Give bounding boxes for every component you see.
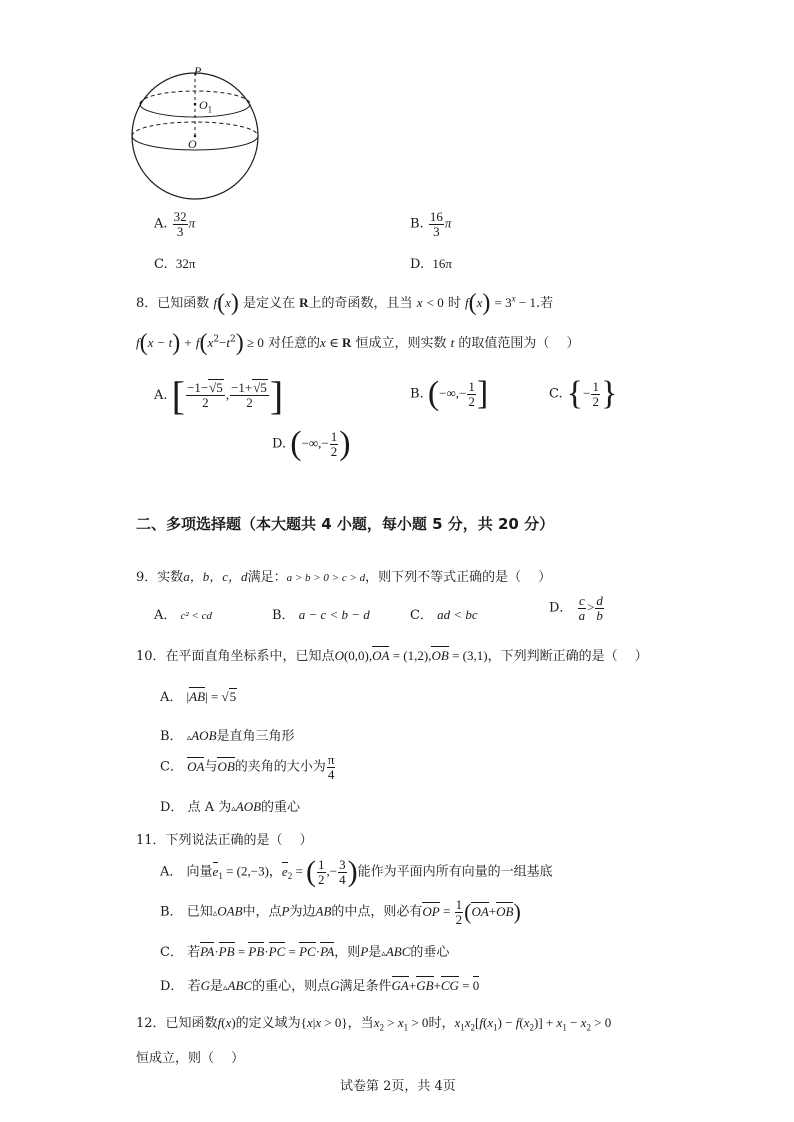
q11-option-C[interactable]: C． 若PA·PB = PB·PC = PC·PA，则P是▵ABC的垂心 (160, 944, 450, 960)
q7-B-label: B. (410, 216, 424, 232)
q8-stem-b: 是定义在 (242, 296, 295, 311)
q7-D-label: D. (410, 257, 425, 272)
q8-B-label: B. (410, 386, 424, 402)
q9-option-D[interactable]: D． $\frac{c}{a}$ > $\frac{d}{b}$ (549, 593, 603, 623)
q7-B-den: 3 (433, 223, 440, 239)
q11-A-end: 能作为平面内所有向量的一组基底 (357, 864, 553, 880)
q7-B-frac (429, 210, 444, 238)
q10-stem-end: ，下列判断正确的是（ ） (487, 649, 648, 664)
section2-title: 二、多项选择题（本大题共 4 小题，每小题 5 分，共 20 分） (136, 515, 555, 533)
q10-B-label: B． (160, 729, 183, 744)
q11-number: 11． (136, 833, 166, 848)
q10-B-text: 是直角三角形 (216, 729, 295, 744)
q8-stem-d: 时 (447, 296, 461, 311)
q10-option-A[interactable]: A． |AB| = √5 (160, 689, 237, 705)
q11-D-b: 是 (209, 979, 223, 994)
q8-C-label: C. (549, 386, 563, 402)
q9-stem (136, 566, 551, 585)
q10-option-C[interactable]: C． OA与OB的夹角的大小为 $\frac{\pi}{4}$ (160, 752, 335, 782)
q9-A-label: A． (154, 608, 177, 623)
q9-number: 9．实数 (136, 570, 184, 585)
q8-line2-t: t (450, 335, 455, 350)
q7-A-frac (173, 210, 188, 238)
q10-C-mid: 与 (204, 759, 218, 775)
q8-stem-a: 已知函数 (157, 296, 210, 311)
q8-number: 8． (136, 296, 158, 311)
q7-B-pi: π (444, 215, 452, 231)
q7-option-B[interactable] (410, 210, 451, 238)
q9-A-text: c² < cd (180, 610, 213, 622)
q7-A-den: 3 (176, 223, 184, 239)
q9-C-text: ad < bc (437, 607, 478, 622)
q8-stem-line1: 8．已知函数 f(x) 是定义在 R上的奇函数，且当 x < 0 时 $f(x) = 3^x - 1$.若 (136, 290, 554, 316)
q8-stem-R: R (299, 295, 309, 310)
q12-stem-b: 的定义域为 (235, 1016, 301, 1031)
q8-fx: f (213, 295, 218, 310)
q10-C-label: C． (160, 759, 183, 775)
q12-stem-a: 已知函数 (165, 1016, 218, 1031)
q9-option-B[interactable] (272, 604, 370, 623)
q11-C-b: ，则 (334, 945, 361, 960)
q11-stem (136, 829, 313, 848)
q7-B-num: 16 (429, 209, 443, 224)
q8-line2-c: 的取值范围为（ ） (458, 336, 580, 351)
q9-vars: a，b，c，d (183, 569, 248, 584)
q11-option-A[interactable]: A． 向量$e_1 = (2,-3)$，$e_2$ = ( $\frac{1}{2}$ ,− $\frac{3}{4}$ )能作为平面内所有向量的一组基底 (160, 855, 553, 888)
q9-option-C[interactable] (410, 604, 478, 623)
q9-D-label: D． (549, 600, 573, 616)
q8-stem-e: .若 (535, 296, 554, 311)
q12-stem-c: ，当 (347, 1016, 374, 1031)
q10-D-label: D． (160, 800, 184, 815)
q7-C-label: C. (154, 257, 168, 272)
label-O1-sub: 1 (207, 104, 213, 115)
label-O1-letter: O (199, 98, 208, 112)
q11-C-d: 的垂心 (410, 945, 450, 960)
q8-option-A[interactable]: A. [ $\frac{-1-√5}{2}$ , $\frac{-1+√5}{2}$ ] (154, 373, 284, 418)
q11-stem-text: 下列说法正确的是（ ） (165, 833, 313, 848)
q10-D-end: 的重心 (261, 800, 301, 815)
q10-A-label: A． (160, 690, 183, 705)
q9-stem-end: ，则下列不等式正确的是（ ） (365, 570, 552, 585)
q10-D-text: 点 A 为 (187, 800, 232, 815)
q7-D-text: 16π (432, 256, 452, 271)
q7-C-text: 32π (175, 256, 196, 271)
q8-option-C[interactable]: C. {− $\frac{1}{2}$ } (549, 375, 618, 412)
q8-option-D[interactable]: D. (−∞,− $\frac{1}{2}$ ) (272, 425, 351, 462)
q11-D-c: 的重心，则点 (252, 979, 331, 994)
q8-A-label: A. (154, 388, 168, 403)
q8-D-label: D. (272, 436, 287, 452)
q11-A-label: A． (160, 864, 183, 880)
q11-B-b: 中，点 (242, 904, 282, 920)
q12-number: 12． (136, 1016, 166, 1031)
q8-line2-a: 对任意的 (268, 336, 321, 351)
q9-cond: a > b > 0 > c > d (286, 572, 366, 584)
q11-C-c: 是 (368, 945, 382, 960)
q11-D-a: 若 (187, 979, 201, 994)
q9-option-A[interactable] (154, 604, 212, 623)
q11-B-c: 为边 (289, 904, 316, 920)
page-footer: 试卷第 2页，共 4页 (340, 1079, 456, 1094)
q7-option-C[interactable] (154, 256, 195, 272)
q12-stem-line1: 12．已知函数f(x)的定义域为{x|x > 0}，当$x_2 > x_1 > 0$时，$x_1x_2[f(x_1) - f(x_2)] + x_1 - x_2 > 0$ (136, 1015, 612, 1033)
q11-A-a: 向量 (186, 864, 213, 880)
q9-B-label: B． (272, 608, 295, 623)
q7-A-num: 32 (173, 209, 187, 224)
q10-stem-a: 在平面直角坐标系中，已知点 (165, 649, 335, 664)
q7-A-label: A. (154, 216, 168, 232)
q10-stem: 10．在平面直角坐标系中，已知点O(0,0),OA = (1,2),OB = (3,1)，下列判断正确的是（ ） (136, 648, 648, 664)
q11-C-a: 若 (187, 945, 201, 960)
q9-stem-mid: 满足： (247, 570, 287, 585)
q8-option-B[interactable]: B. (−∞,− $\frac{1}{2}$ ] (410, 375, 489, 412)
q8-stem-c: 上的奇函数，且当 (308, 296, 413, 311)
sphere-figure (130, 64, 270, 204)
q11-B-a: 已知 (186, 904, 213, 920)
label-O: O (188, 137, 197, 151)
q11-D-label: D． (160, 979, 184, 994)
q7-A-pi: π (188, 215, 196, 231)
q11-D-d: 满足条件 (339, 979, 392, 994)
label-P: P (194, 64, 202, 78)
q10-option-B[interactable]: B． ▵AOB是直角三角形 (160, 728, 295, 744)
label-O1 (199, 98, 212, 114)
q12-stem-d: 时， (428, 1016, 455, 1031)
q10-number: 10． (136, 649, 166, 664)
q11-option-D[interactable]: D． 若G是▵ABC的重心，则点G满足条件GA+GB+CG = 0 (160, 978, 480, 994)
q12-stem-line2: 恒成立，则（ ） (136, 1051, 245, 1066)
q11-option-B[interactable]: B． 已知▵OAB中，点P为边AB的中点，则必有OP = $\frac{1}{2}$ (OA+OB) (160, 897, 521, 927)
q11-C-label: C． (160, 945, 183, 960)
q11-B-d: 的中点，则必有 (331, 904, 423, 920)
q7-option-D[interactable] (410, 256, 452, 272)
q11-B-label: B． (160, 904, 183, 920)
q10-option-D[interactable]: D． 点 A 为▵AOB的重心 (160, 799, 301, 815)
q10-C-end: 的夹角的大小为 (234, 759, 326, 775)
q9-C-label: C． (410, 608, 433, 623)
q8-line2-b: 恒成立，则实数 (355, 336, 447, 351)
q9-B-text: a − c < b − d (298, 607, 370, 622)
q7-option-A[interactable] (154, 210, 195, 238)
q8-stem-line2: $f(x - t) + f(x^2-t^2) \ge 0$ 对任意的x ∈ R 恒成立，则实数 t 的取值范围为（ ） (136, 330, 580, 356)
